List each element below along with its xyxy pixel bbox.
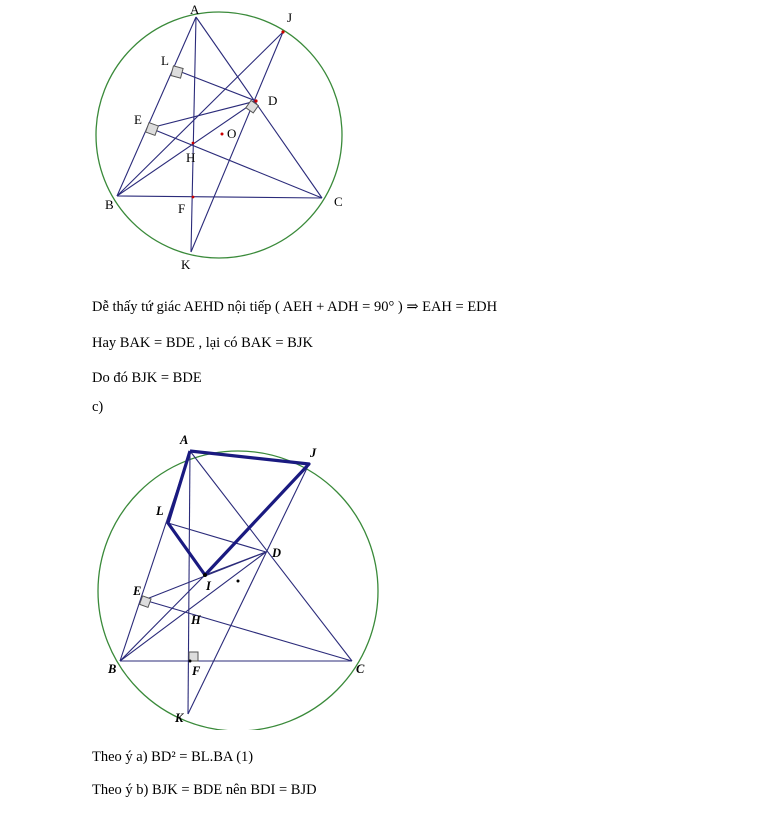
- label-A-2: A: [180, 433, 189, 447]
- segment-AC-2: [190, 451, 352, 661]
- segment-BD-2: [120, 552, 266, 661]
- text-line-2: Hay BAK = BDE , lại có BAK = BJK: [92, 335, 313, 351]
- label-B: B: [105, 197, 114, 212]
- label-K-2: K: [175, 711, 184, 725]
- point-center-2: [237, 580, 240, 583]
- label-O: O: [227, 126, 237, 141]
- label-F-2: F: [192, 664, 201, 678]
- point-H: [192, 142, 195, 145]
- label-I-2: I: [206, 579, 211, 593]
- label-B-2: B: [108, 662, 117, 676]
- point-O: [221, 133, 224, 136]
- point-J: [281, 30, 284, 33]
- label-A: A: [190, 2, 200, 17]
- text-line-5: Theo ý a) BD² = BL.BA (1): [92, 749, 254, 765]
- label-J: J: [287, 10, 293, 25]
- label-H: H: [186, 150, 196, 165]
- segment-CE-2: [144, 600, 352, 661]
- label-C: C: [334, 194, 343, 209]
- label-E-2: E: [133, 584, 142, 598]
- point-I-2: [203, 573, 207, 577]
- segment-AC: [196, 17, 322, 198]
- label-F: F: [178, 201, 186, 216]
- text-line-4: c): [92, 399, 104, 415]
- segment-AK: [191, 17, 196, 252]
- segment-BC: [117, 196, 322, 198]
- label-L-2: L: [156, 504, 164, 518]
- text-line-6: Theo ý b) BJK = BDE nên BDI = BJD: [92, 782, 317, 798]
- text-line-1: Dễ thấy tứ giác AEHD nội tiếp ( AEH + ADH = 90° ) ⇒ EAH = EDH: [92, 299, 498, 315]
- segment-ED: [150, 101, 256, 128]
- label-C-2: C: [356, 662, 365, 676]
- label-E: E: [134, 112, 142, 127]
- circumcircle: [96, 12, 342, 258]
- figure-2-geometry: [0, 428, 780, 730]
- point-F-2: [189, 660, 192, 663]
- right-angle-E: [146, 123, 159, 136]
- segment-KJ: [191, 32, 283, 252]
- figure-1-geometry: [0, 0, 780, 285]
- label-D: D: [268, 93, 278, 108]
- label-D-2: D: [272, 546, 282, 560]
- point-D: [254, 99, 257, 102]
- label-L: L: [161, 53, 169, 68]
- right-angle-L: [171, 66, 183, 78]
- label-K: K: [181, 257, 191, 272]
- point-F: [192, 196, 195, 199]
- text-line-3: Do đó BJK = BDE: [92, 370, 202, 386]
- label-J-2: J: [310, 446, 317, 460]
- label-H-2: H: [191, 613, 201, 627]
